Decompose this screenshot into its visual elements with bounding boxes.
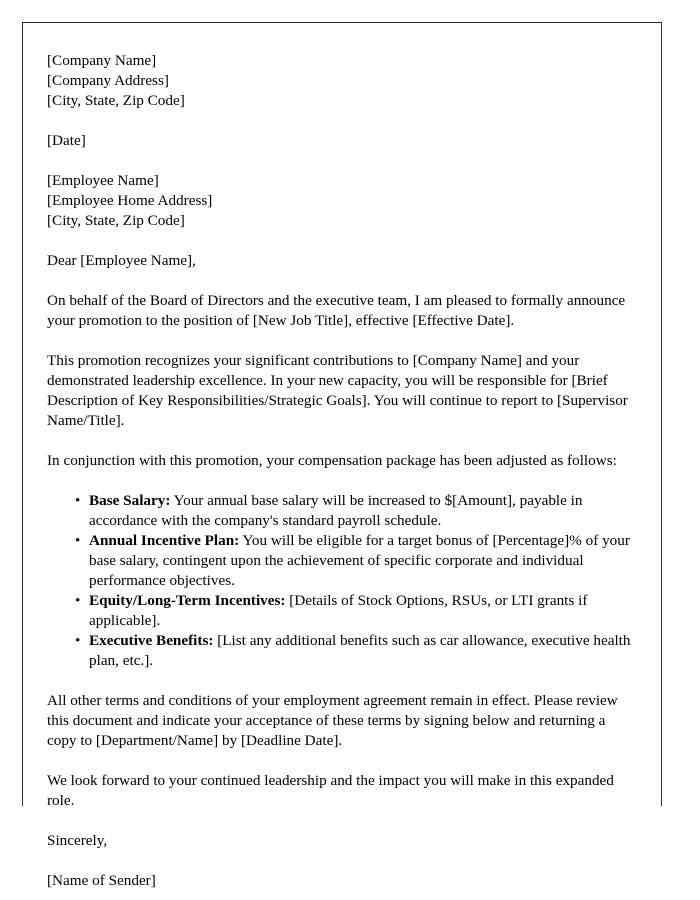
list-item-text: Your annual base salary will be increased to $[Amount], payable in accordance with the company's standard payroll schedule. bbox=[89, 492, 583, 529]
list-item-text: [Details of Stock Options, RSUs, or LTI grants if applicable]. bbox=[89, 592, 588, 629]
bullet-icon: • bbox=[75, 532, 81, 549]
list-item-label: Annual Incentive Plan: bbox=[89, 532, 240, 549]
company-address-block bbox=[47, 51, 635, 111]
sender-name: [Name of Sender] bbox=[47, 872, 156, 889]
bullet-icon: • bbox=[75, 492, 81, 509]
letter-body bbox=[23, 23, 661, 891]
list-item bbox=[47, 631, 635, 671]
list-item bbox=[47, 531, 635, 591]
paragraph-compensation-intro: In conjunction with this promotion, your compensation package has been adjusted as follows: bbox=[47, 452, 617, 469]
list-item-label: Equity/Long-Term Incentives: bbox=[89, 592, 286, 609]
company-city-state-zip-line: [City, State, Zip Code] bbox=[47, 92, 185, 109]
list-item-label: Base Salary: bbox=[89, 492, 171, 509]
closing-salutation: Sincerely, bbox=[47, 832, 108, 849]
date-line: [Date] bbox=[47, 132, 86, 149]
paragraph-announcement: On behalf of the Board of Directors and the executive team, I am pleased to formally announce your promotion to the position of [New Job Title], effective [Effective Date]. bbox=[47, 292, 626, 329]
list-item-text: [List any additional benefits such as car allowance, executive health plan, etc.]. bbox=[89, 632, 631, 669]
list-item bbox=[47, 591, 635, 631]
company-name-line: [Company Name] bbox=[47, 52, 157, 69]
bullet-icon: • bbox=[75, 592, 81, 609]
list-item-text: You will be eligible for a target bonus of [Percentage]% of your base salary, contingent upon the achievement of specific corporate and individual performance objectives. bbox=[89, 532, 630, 589]
list-item bbox=[47, 491, 635, 531]
employee-city-state-zip-line: [City, State, Zip Code] bbox=[47, 212, 185, 229]
date-block bbox=[47, 131, 635, 151]
employee-name-line: [Employee Name] bbox=[47, 172, 159, 189]
compensation-list bbox=[47, 491, 635, 671]
letter-page bbox=[22, 22, 662, 889]
paragraph-recognition: This promotion recognizes your significant contributions to [Company Name] and your demonstrated leadership excellence. In your new capacity, you will be responsible for [Brief Description of Key Responsibilities/Strategic Goals]. You will continue to report to [Supervisor Name/Title]. bbox=[47, 352, 628, 429]
salutation: Dear [Employee Name], bbox=[47, 252, 196, 269]
paragraph-terms: All other terms and conditions of your employment agreement remain in effect. Please review this document and indicate your acceptance of these terms by signing below and returning a copy to [Department/Name] by [Deadline Date]. bbox=[47, 692, 618, 749]
paragraph-closing-remarks: We look forward to your continued leadership and the impact you will make in this expanded role. bbox=[47, 772, 614, 809]
list-item-label: Executive Benefits: bbox=[89, 632, 214, 649]
employee-address-line: [Employee Home Address] bbox=[47, 192, 213, 209]
recipient-address-block bbox=[47, 171, 635, 231]
bullet-icon: • bbox=[75, 632, 81, 649]
company-address-line: [Company Address] bbox=[47, 72, 169, 89]
